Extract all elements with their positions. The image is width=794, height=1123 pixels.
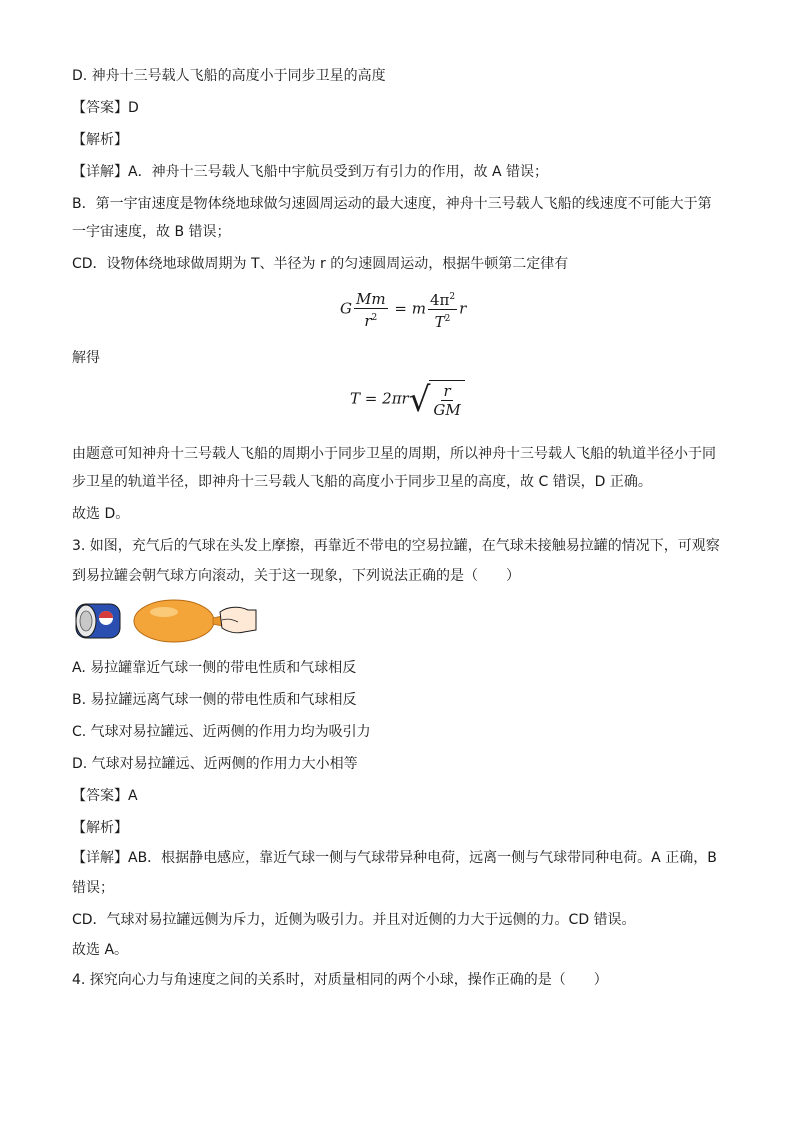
q2-solve: 解得 (72, 350, 100, 366)
q2-detail-a: 【详解】A．神舟十三号载人飞船中宇航员受到万有引力的作用，故 A 错误； (72, 164, 549, 180)
q3-option-b: B. 易拉罐远离气球一侧的带电性质和气球相反 (72, 692, 357, 708)
eq2-sqrt (409, 380, 465, 419)
hand-icon (220, 607, 256, 633)
eq2-t: T (350, 389, 361, 408)
q3-detail-ab-line2: 错误； (72, 880, 114, 896)
radical-sign-icon: √ (408, 379, 431, 420)
q3-analysis-heading: 【解析】 (72, 820, 128, 836)
soda-can-icon (76, 604, 120, 638)
q3-detail-ab-line1: 【详解】AB．根据静电感应，靠近气球一侧与气球带异种电荷，远离一侧与气球带同种电荷。A 正确，B (72, 850, 717, 866)
q3-answer: 【答案】A (72, 788, 138, 804)
q2-analysis-heading: 【解析】 (72, 132, 128, 148)
balloon-can-figure (72, 598, 258, 644)
q2-detail-b-line1: B．第一宇宙速度是物体绕地球做匀速圆周运动的最大速度，神舟十三号载人飞船的线速度不可能大于第 (72, 196, 712, 212)
q2-conclusion-line1: 由题意可知神舟十三号载人飞船的周期小于同步卫星的周期，所以神舟十三号载人飞船的轨道半径小于同 (72, 446, 716, 462)
q3-option-c: C. 气球对易拉罐远、近两侧的作用力均为吸引力 (72, 724, 371, 740)
eq2-equals: = (364, 389, 378, 408)
q3-option-a: A. 易拉罐靠近气球一侧的带电性质和气球相反 (72, 660, 357, 676)
eq1-frac-mm-r2 (354, 290, 388, 330)
q3-choose: 故选 A。 (72, 942, 129, 958)
eq1-num: Mm (355, 289, 386, 308)
q2-answer: 【答案】D (72, 100, 139, 116)
eq1-m: m (411, 299, 426, 318)
q3-stem-line1: 3. 如图，充气后的气球在头发上摩擦，再靠近不带电的空易拉罐，在气球未接触易拉罐的情况下，可观察 (72, 538, 720, 554)
eq1-r: r (459, 299, 467, 318)
q3-option-d: D. 气球对易拉罐远、近两侧的作用力大小相等 (72, 756, 358, 772)
q2-option-d: D. 神舟十三号载人飞船的高度小于同步卫星的高度 (72, 68, 386, 84)
q2-detail-b-line2: 一宇宙速度，故 B 错误； (72, 224, 231, 240)
q2-conclusion-line2: 步卫星的轨道半径，即神舟十三号载人飞船的高度小于同步卫星的高度，故 C 错误，D 正确。 (72, 474, 652, 490)
eq1-g: G (340, 299, 352, 318)
eq1-num2: $4\pi^2$ (428, 288, 457, 310)
q3-stem-line2: 到易拉罐会朝气球方向滚动，关于这一现象，下列说法正确的是（ ） (72, 568, 520, 584)
q4-stem: 4. 探究向心力与角速度之间的关系时，对质量相同的两个小球，操作正确的是（ ） (72, 972, 608, 988)
q2-choose: 故选 D。 (72, 506, 130, 522)
balloon-icon (134, 600, 222, 642)
gravitation-equation (340, 288, 466, 331)
eq1-den: $r^2$ (364, 311, 378, 330)
eq2-frac: $\frac{r}{GM}$ (433, 382, 461, 419)
eq1-equals: = (394, 299, 407, 318)
q3-detail-cd: CD．气球对易拉罐远侧为斥力，近侧为吸引力。并且对近侧的力大于远侧的力。CD 错误。 (72, 912, 636, 928)
q2-detail-cd: CD．设物体绕地球做周期为 T、半径为 r 的匀速圆周运动，根据牛顿第二定律有 (72, 256, 569, 272)
eq1-den2: $T^2$ (434, 313, 451, 331)
period-equation (350, 380, 465, 419)
eq1-frac-4pi2-t2 (428, 288, 457, 331)
eq2-2pir: 2πr (382, 389, 409, 408)
